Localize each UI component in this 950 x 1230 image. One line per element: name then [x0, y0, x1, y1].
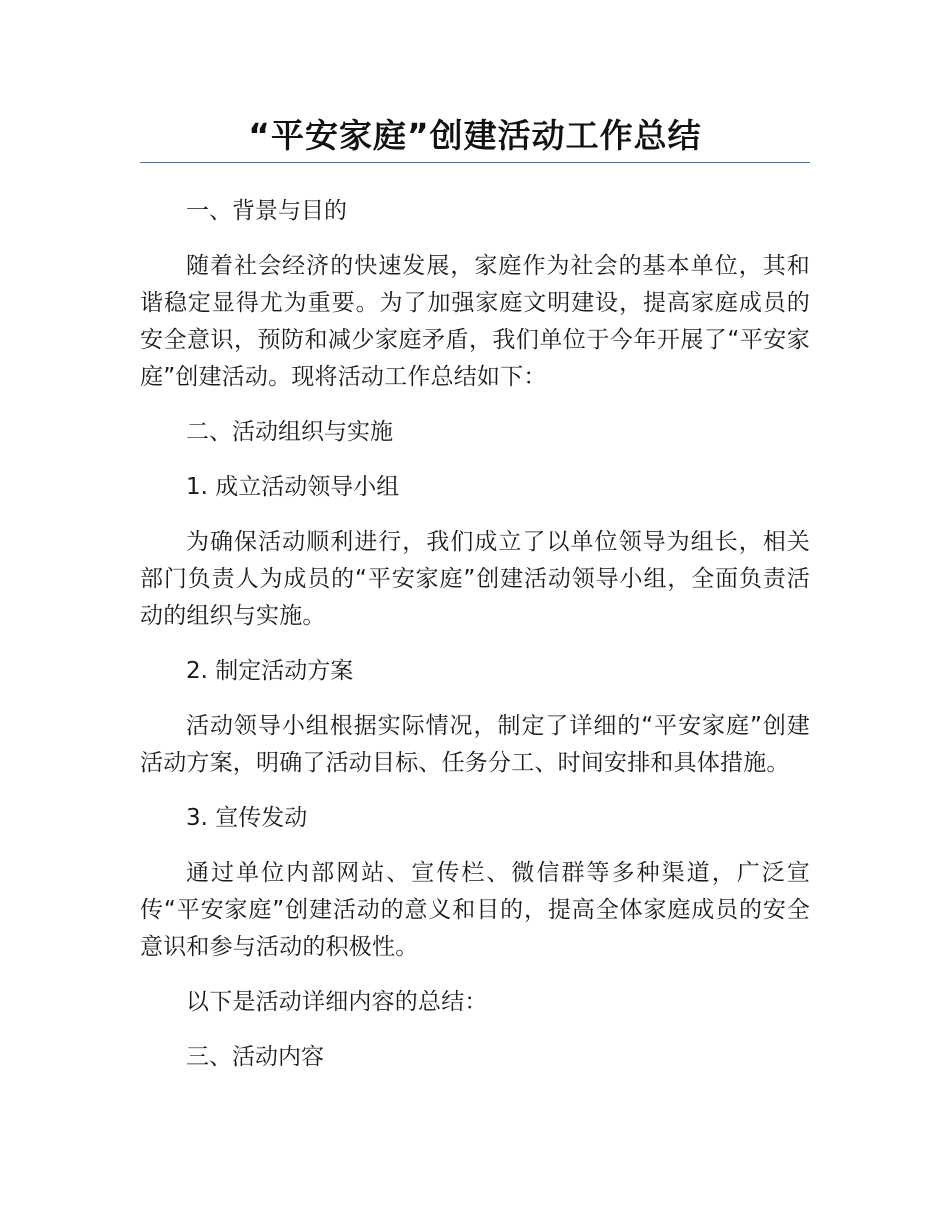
document-title: “平安家庭”创建活动工作总结 [248, 116, 702, 155]
section-heading-content: 三、活动内容 [186, 1044, 324, 1070]
paragraph-publicity: 通过单位内部网站、宣传栏、微信群等多种渠道，广泛宣传“平安家庭”创建活动的意义和目的，提高全体家庭成员的安全意识和参与活动的积极性。 [140, 860, 810, 960]
subheading-activity-plan: 2. 制定活动方案 [186, 658, 354, 684]
paragraph-leadership-group: 为确保活动顺利进行，我们成立了以单位领导为组长，相关部门负责人为成员的“平安家庭”创建活动领导小组，全面负责活动的组织与实施。 [140, 529, 810, 629]
section-heading-background: 一、背景与目的 [186, 198, 347, 224]
paragraph-activity-plan: 活动领导小组根据实际情况，制定了详细的“平安家庭”创建活动方案，明确了活动目标、任务分工、时间安排和具体措施。 [140, 713, 810, 776]
subheading-leadership-group: 1. 成立活动领导小组 [186, 474, 400, 500]
section-heading-organization: 二、活动组织与实施 [186, 419, 393, 445]
document-body [140, 193, 810, 1094]
title-underline [140, 162, 810, 163]
subheading-publicity: 3. 宣传发动 [186, 805, 308, 831]
paragraph-summary-intro: 以下是活动详细内容的总结： [186, 989, 488, 1015]
paragraph-background: 随着社会经济的快速发展，家庭作为社会的基本单位，其和谐稳定显得尤为重要。为了加强家庭文明建设，提高家庭成员的安全意识，预防和减少家庭矛盾，我们单位于今年开展了“平安家庭”创建活动。现将活动工作总结如下： [140, 253, 810, 390]
